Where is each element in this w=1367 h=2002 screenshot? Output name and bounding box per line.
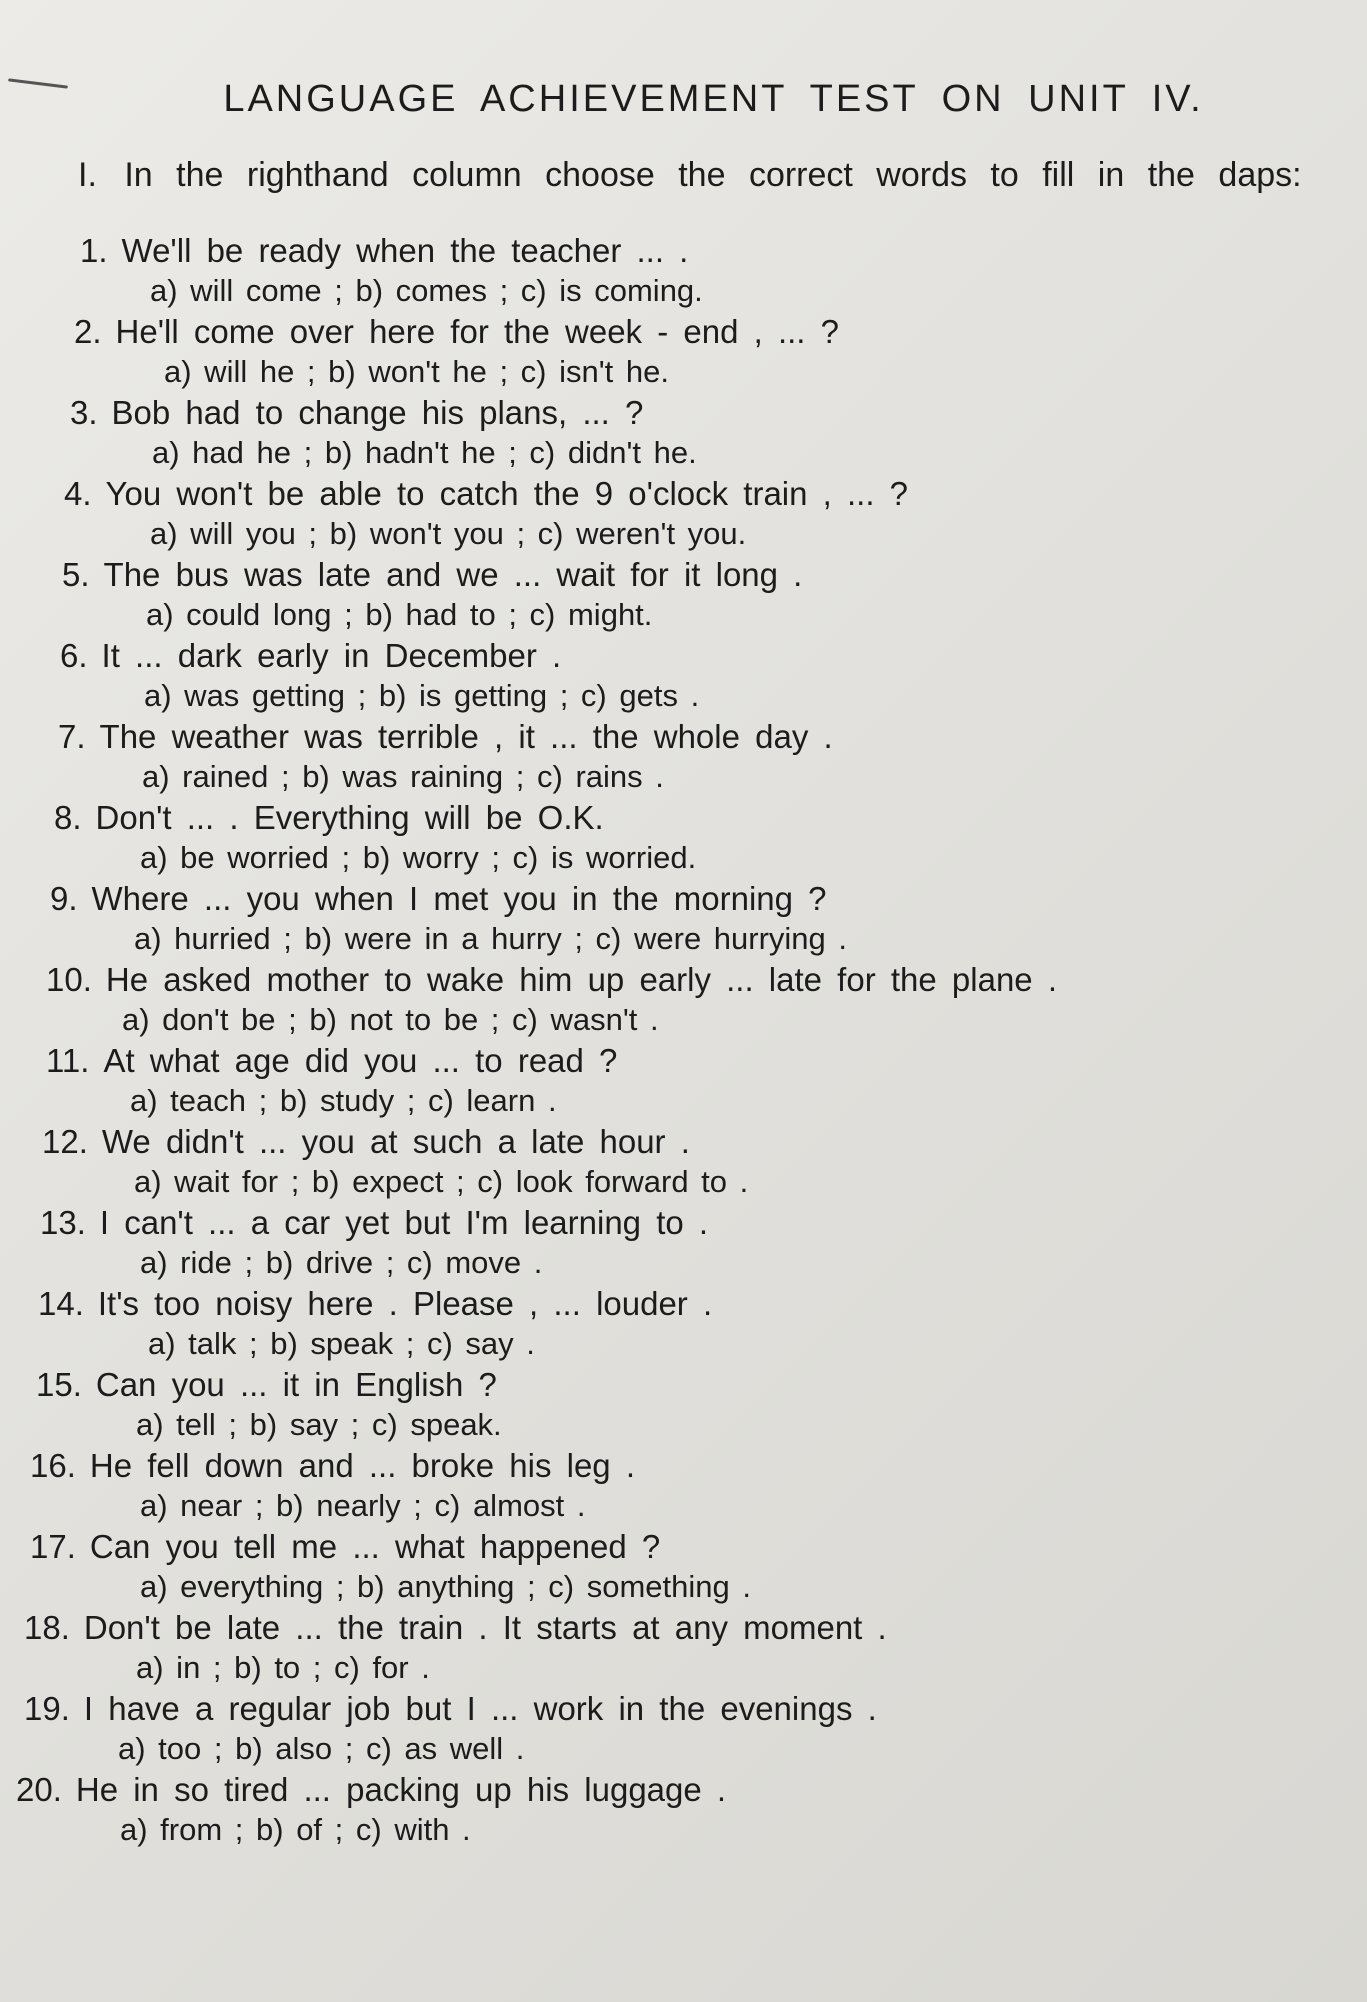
instruction — [78, 156, 1302, 195]
question-item — [0, 1607, 1367, 1688]
answer-options: a) don't be ; b) not to be ; c) wasn't . — [122, 1002, 659, 1037]
question-item — [0, 1526, 1367, 1607]
answer-options: a) will come ; b) comes ; c) is coming. — [150, 273, 703, 308]
question-item — [0, 716, 1367, 797]
question-line — [0, 878, 1367, 919]
question-text: We didn't ... you at such a late hour . — [101, 1123, 690, 1160]
question-item — [0, 1202, 1367, 1283]
question-text: I can't ... a car yet but I'm learning to . — [99, 1204, 709, 1241]
question-item — [0, 1040, 1367, 1121]
question-item — [0, 1283, 1367, 1364]
question-text: Bob had to change his plans, ... ? — [111, 394, 644, 431]
question-number: 6. — [60, 637, 88, 674]
question-item — [0, 392, 1367, 473]
question-line — [0, 311, 1367, 352]
answer-options: a) in ; b) to ; c) for . — [136, 1650, 430, 1685]
question-line — [0, 797, 1367, 838]
question-line — [0, 1769, 1367, 1810]
question-line — [0, 1202, 1367, 1243]
question-text: Where ... you when I met you in the morning ? — [91, 880, 827, 917]
answer-options: a) be worried ; b) worry ; c) is worried. — [140, 840, 697, 875]
question-text: Don't be late ... the train . It starts at any moment . — [83, 1609, 887, 1646]
question-line — [0, 959, 1367, 1000]
answer-options: a) was getting ; b) is getting ; c) gets . — [144, 678, 700, 713]
question-number: 1. — [80, 232, 108, 269]
question-line — [0, 392, 1367, 433]
question-number: 16. — [30, 1447, 76, 1484]
question-number: 4. — [64, 475, 92, 512]
question-number: 13. — [40, 1204, 86, 1241]
question-number: 11. — [46, 1042, 90, 1079]
answer-options: a) will you ; b) won't you ; c) weren't you. — [150, 516, 747, 551]
answer-options: a) talk ; b) speak ; c) say . — [148, 1326, 535, 1361]
question-number: 8. — [54, 799, 82, 836]
question-item — [0, 797, 1367, 878]
question-number: 12. — [42, 1123, 88, 1160]
question-number: 5. — [62, 556, 90, 593]
answer-options: a) everything ; b) anything ; c) something . — [140, 1569, 751, 1604]
answer-options: a) from ; b) of ; c) with . — [120, 1812, 471, 1847]
answer-options: a) could long ; b) had to ; c) might. — [146, 597, 653, 632]
question-number: 18. — [24, 1609, 70, 1646]
question-number: 19. — [24, 1690, 70, 1727]
question-item — [0, 473, 1367, 554]
question-text: At what age did you ... to read ? — [103, 1042, 618, 1079]
question-line — [0, 716, 1367, 757]
question-text: It's too noisy here . Please , ... louder . — [97, 1285, 713, 1322]
question-item — [0, 230, 1367, 311]
answer-options: a) had he ; b) hadn't he ; c) didn't he. — [152, 435, 697, 470]
question-item — [0, 1688, 1367, 1769]
question-list — [0, 230, 1367, 1850]
question-line — [0, 1283, 1367, 1324]
question-number: 7. — [58, 718, 86, 755]
question-text: Can you ... it in English ? — [95, 1366, 497, 1403]
answer-options: a) will he ; b) won't he ; c) isn't he. — [164, 354, 669, 389]
question-number: 17. — [30, 1528, 76, 1565]
instruction-number: I. — [78, 156, 97, 194]
question-line — [0, 554, 1367, 595]
question-text: Can you tell me ... what happened ? — [89, 1528, 661, 1565]
question-item — [0, 878, 1367, 959]
question-line — [0, 635, 1367, 676]
question-text: I have a regular job but I ... work in the evenings . — [83, 1690, 877, 1727]
question-item — [0, 1445, 1367, 1526]
question-line — [0, 473, 1367, 514]
question-text: It ... dark early in December . — [101, 637, 562, 674]
question-line — [0, 1445, 1367, 1486]
question-line — [0, 1688, 1367, 1729]
question-item — [0, 1769, 1367, 1850]
question-text: He'll come over here for the week - end , ... ? — [115, 313, 839, 350]
answer-options: a) ride ; b) drive ; c) move . — [140, 1245, 543, 1280]
page-title: LANGUAGE ACHIEVEMENT TEST ON UNIT IV. — [223, 78, 1204, 120]
question-number: 2. — [74, 313, 102, 350]
answer-options: a) tell ; b) say ; c) speak. — [136, 1407, 502, 1442]
question-line — [0, 1607, 1367, 1648]
question-number: 9. — [50, 880, 78, 917]
question-text: He asked mother to wake him up early ... late for the plane . — [105, 961, 1057, 998]
question-number: 15. — [36, 1366, 82, 1403]
question-line — [0, 230, 1367, 271]
question-line — [0, 1364, 1367, 1405]
question-text: You won't be able to catch the 9 o'clock train , ... ? — [105, 475, 909, 512]
question-number: 14. — [38, 1285, 84, 1322]
question-item — [0, 959, 1367, 1040]
answer-options: a) wait for ; b) expect ; c) look forward to . — [134, 1164, 749, 1199]
question-item — [0, 635, 1367, 716]
answer-options: a) teach ; b) study ; c) learn . — [130, 1083, 557, 1118]
question-text: The weather was terrible , it ... the whole day . — [99, 718, 833, 755]
question-line — [0, 1040, 1367, 1081]
answer-options: a) hurried ; b) were in a hurry ; c) were hurrying . — [134, 921, 848, 956]
question-item — [0, 311, 1367, 392]
question-text: Don't ... . Everything will be O.K. — [95, 799, 604, 836]
question-number: 20. — [16, 1771, 62, 1808]
question-text: The bus was late and we ... wait for it long . — [103, 556, 803, 593]
answer-options: a) rained ; b) was raining ; c) rains . — [142, 759, 664, 794]
question-text: He fell down and ... broke his leg . — [89, 1447, 635, 1484]
question-item — [0, 1121, 1367, 1202]
question-number: 3. — [70, 394, 98, 431]
question-line — [0, 1121, 1367, 1162]
question-item — [0, 1364, 1367, 1445]
question-text: He in so tired ... packing up his luggage . — [75, 1771, 727, 1808]
instruction-text: In the righthand column choose the correct words to fill in the daps: — [124, 156, 1302, 194]
answer-options: a) near ; b) nearly ; c) almost . — [140, 1488, 586, 1523]
question-text: We'll be ready when the teacher ... . — [121, 232, 689, 269]
question-number: 10. — [46, 961, 92, 998]
question-item — [0, 554, 1367, 635]
answer-options: a) too ; b) also ; c) as well . — [118, 1731, 525, 1766]
question-line — [0, 1526, 1367, 1567]
